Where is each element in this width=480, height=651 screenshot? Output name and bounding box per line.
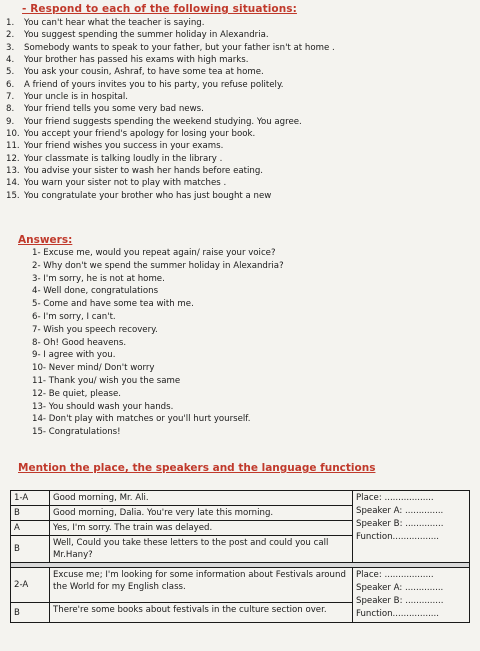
situation-item: 2. You suggest spending the summer holiday in Alexandria. [6, 30, 269, 41]
answer-item: 5- Come and have some tea with me. [32, 299, 194, 310]
answer-item: 12- Be quiet, please. [32, 388, 121, 399]
table-row [11, 491, 470, 506]
situations-heading: - Respond to each of the following situations: [22, 3, 297, 15]
speaker-a-field: Speaker A: .............. [356, 506, 444, 516]
situation-item: 5. You ask your cousin, Ashraf, to have some tea at home. [6, 67, 264, 78]
answers-heading: Answers: [18, 234, 73, 246]
dialogue-line: Yes, I'm sorry. The train was delayed. [50, 521, 353, 536]
answer-item: 8- Oh! Good heavens. [32, 337, 127, 348]
speaker-label: 2-A [11, 568, 50, 603]
place-field: Place: .................. [356, 493, 434, 503]
situation-item: 12. Your classmate is talking loudly in the library . [6, 153, 223, 164]
situation-item: 14. You warn your sister not to play with matches . [6, 178, 227, 189]
speaker-label: 1-A [11, 491, 50, 506]
speaker-label: A [11, 521, 50, 536]
situations-list [6, 17, 476, 202]
function-field: Function................. [356, 532, 439, 542]
situation-item: 11. Your friend wishes you success in your exams. [6, 141, 224, 152]
answer-item: 10- Never mind/ Don't worry [32, 363, 155, 374]
situation-item: 15. You congratulate your brother who has just bought a new [6, 190, 272, 201]
mention-heading: Mention the place, the speakers and the language functions [18, 462, 376, 474]
speaker-a-field: Speaker A: .............. [356, 583, 444, 593]
dialogue-line: Well, Could you take these letters to the post and could you call Mr.Hany? [50, 536, 353, 563]
dialogue-table [10, 490, 470, 623]
dialogue-line: Excuse me; I'm looking for some information about Festivals around the World for my English class. [50, 568, 353, 603]
speaker-label: B [11, 603, 50, 623]
analysis-box [353, 491, 470, 563]
situation-item: 10. You accept your friend's apology for losing your book. [6, 129, 256, 140]
table-row [11, 568, 470, 603]
analysis-box [353, 568, 470, 623]
place-field: Place: .................. [356, 570, 434, 580]
answer-item: 4- Well done, congratulations [32, 286, 159, 297]
answer-item: 3- I'm sorry, he is not at home. [32, 273, 165, 284]
answer-item: 14- Don't play with matches or you'll hurt yourself. [32, 414, 251, 425]
speaker-b-field: Speaker B: .............. [356, 596, 444, 606]
answer-item: 1- Excuse me, would you repeat again/ raise your voice? [32, 248, 276, 258]
function-field: Function................. [356, 609, 439, 619]
dialogue-line: There're some books about festivals in the culture section over. [50, 603, 353, 623]
situation-item: 4. Your brother has passed his exams with high marks. [6, 55, 249, 66]
speaker-label: B [11, 506, 50, 521]
answer-item: 11- Thank you/ wish you the same [32, 375, 181, 386]
speaker-label: B [11, 536, 50, 563]
situation-item: 6. A friend of yours invites you to his party, you refuse politely. [6, 79, 284, 90]
answer-item: 7- Wish you speech recovery. [32, 324, 158, 335]
answer-item: 9- I agree with you. [32, 350, 116, 361]
situation-item: 1. You can't hear what the teacher is saying. [6, 18, 205, 28]
situation-item: 13. You advise your sister to wash her hands before eating. [6, 166, 264, 177]
dialogue-line: Good morning, Dalia. You're very late this morning. [50, 506, 353, 521]
speaker-b-field: Speaker B: .............. [356, 519, 444, 529]
dialogue-line: Good morning, Mr. Ali. [50, 491, 353, 506]
answer-item: 13- You should wash your hands. [32, 401, 174, 412]
answer-item: 2- Why don't we spend the summer holiday in Alexandria? [32, 260, 284, 271]
situation-item: 7. Your uncle is in hospital. [6, 92, 129, 103]
answer-item: 6- I'm sorry, I can't. [32, 311, 116, 322]
answer-item: 15- Congratulations! [32, 427, 121, 438]
answers-list [32, 247, 472, 439]
situation-item: 9. Your friend suggests spending the weekend studying. You agree. [6, 116, 302, 127]
situation-item: 3. Somebody wants to speak to your father, but your father isn't at home . [6, 42, 335, 53]
situation-item: 8. Your friend tells you some very bad news. [6, 104, 204, 115]
